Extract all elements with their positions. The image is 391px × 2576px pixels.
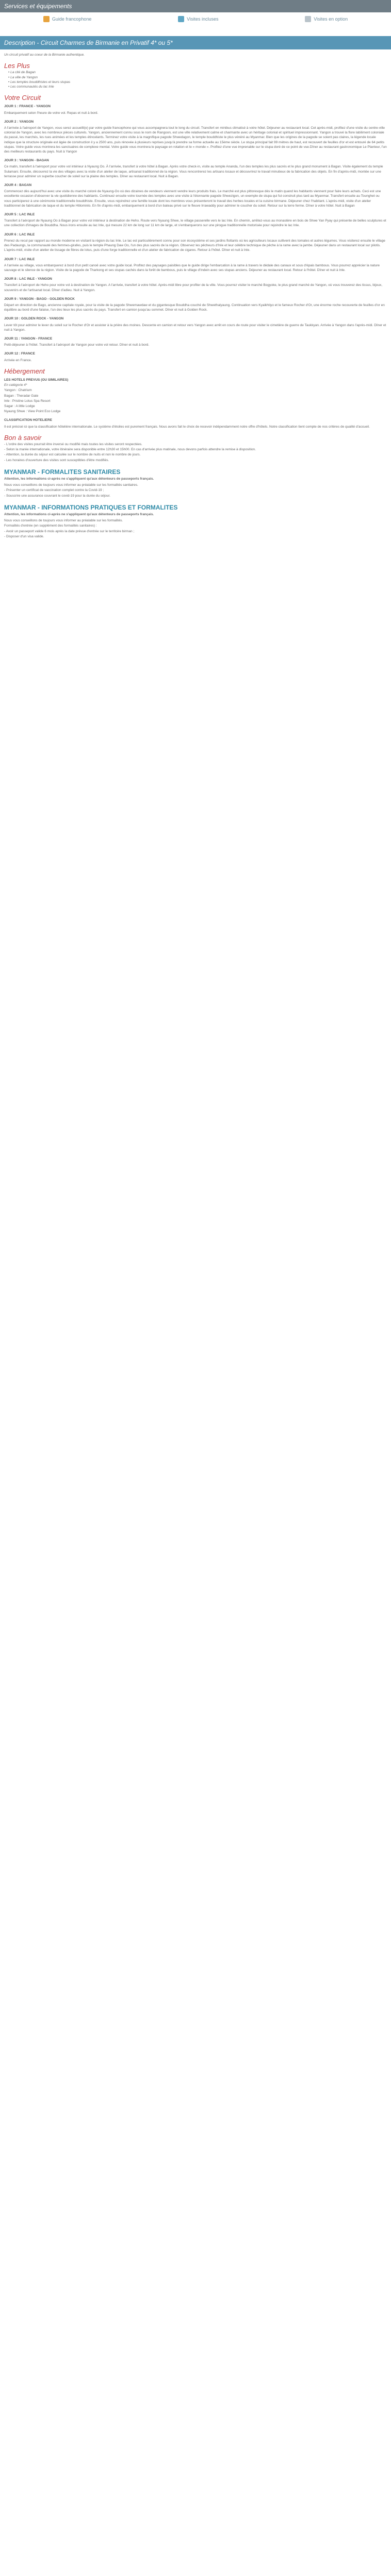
hotel-item: Bagan : Theradar Gate [4, 394, 39, 398]
formalites-sanitaires-title: MYANMAR - FORMALITES SANITAIRES [4, 468, 121, 476]
service-label: Guide francophone [52, 16, 92, 22]
formalite-item: - Avoir un passeport valide 6 mois après la date prévue d'entrée sur le territoire birman ; [4, 529, 135, 533]
highlights-title: Les Plus [4, 62, 30, 70]
bon-savoir-title: Bon à savoir [4, 433, 42, 442]
formalites-title: MYANMAR - INFORMATIONS PRATIQUES ET FORMALITES [4, 503, 178, 511]
day-title: JOUR 6 : LAC INLE [4, 232, 35, 236]
day-text: Prenez du recul par rapport au monde moderne en visitant la région du lac Inle. Le lac est particulièrement connu pour son écosystème et ses jardins flottants où les agriculteurs locaux cultivent des tomates et autres légumes. Vous visiterez ensuite le village des Padaungs, la communauté des femmes-girafes, puis le temple Phaung Daw Oo, l'un des plus sacrés de la région. Observez les pêcheurs d'Inle et leur célèbre technique de pêche à la rame avec la jambe. Déjeuner dans un restaurant local sur pilotis. L'après-midi, visite d'un atelier de tissage de fibres de lotus, puis d'une forge traditionnelle et d'un atelier de fabrication de cigares. Retour à l'hôtel. Dîner et nuit à Inle. [4, 239, 385, 252]
formalites-sanitaires-list [4, 483, 387, 498]
classification-title: CLASSIFICATION HOTELIERE [4, 418, 53, 422]
bon-savoir-list [4, 442, 387, 463]
formalite-item: - Disposer d'un visa valide. [4, 534, 44, 538]
hotels-category: En catégorie 4* [4, 383, 27, 387]
formalites-note: Attention, les informations ci-après ne s'appliquent qu'aux détenteurs de passeports français. [4, 513, 154, 517]
formalites-sanitaires-note: Attention, les informations ci-après ne s'appliquent qu'aux détenteurs de passeports français. [4, 477, 154, 481]
day-text: A l'arrivée au village, vous embarquerez à bord d'un petit canoë avec votre guide local. Profitez des paysages paisibles que le guide dirige l'embarcation à la rame à travers le dédale des canaux et sous d'épais bambous. Vous pourrez apprécier la nature sauvage et le silence de la région. Visite de la pagode de Tharkong et ses stupas cachés dans la forêt de bambous, puis le village d'Indein avec ses stupas anciens. Déjeuner au restaurant local. Retour à l'hôtel. Dîner et nuit à Inle. [4, 263, 380, 272]
highlights-list [4, 70, 387, 89]
hotels-list [4, 388, 387, 414]
formalites-list [4, 518, 387, 539]
services-list [0, 12, 391, 26]
formalite-item: - Souscrire une assurance couvrant le covid-19 pour la durée du séjour. [4, 494, 110, 498]
bon-savoir-item: - Les horaires d'ouverture des visites sont susceptibles d'être modifiés. [4, 458, 109, 462]
intro-text: Un circuit privatif au coeur de la Birmanie authentique. [4, 53, 85, 57]
day-text: Départ en direction de Bago, ancienne capitale royale, pour la visite de la pagode Shwemawdaw et du gigantesque Bouddha couché de Shwethalyaung. Continuation vers Kyaikhtiyo et le fameux Rocher d'Or, une énorme roche recouverte de feuilles d'or en équilibre au bord d'une falaise, l'un des lieux les plus sacrés du pays. Transfert en camion jusqu'au sommet. Dîner et nuit à Golden Rock. [4, 303, 385, 312]
highlight-item: • Les temples bouddhistes et leurs stupas [8, 80, 71, 84]
bon-savoir-item: - Selon la marée internationale, votre itinéraire sera disponible entre 12h30 et 15h00. En cas d'arrivée plus matinale, nous devons parfois attendre la remise à disposition. [4, 448, 256, 452]
service-icon [43, 16, 50, 22]
formalite-item: Formalités d'entrée (en supplément des formalités sanitaires) : [4, 524, 97, 528]
main-content [0, 53, 391, 539]
hebergement-title: Hébergement [4, 367, 45, 375]
hotel-item: Yangon : Chatrium [4, 388, 32, 393]
service-item [305, 16, 348, 22]
classification-text: Il est précisé ici que la classification hôtelière internationale. Le système d'étoiles est purement français. Nous avons fait le choix de recevoir indépendamment notre offre d'hôtels. Notre classification tient compte de nos critères de qualité d'accueil. [4, 425, 370, 429]
service-label: Visites en option [314, 16, 348, 22]
day-title: JOUR 4 : BAGAN [4, 183, 32, 188]
days-list [4, 104, 387, 362]
formalite-item: Nous vous conseillons de toujours vous informer au préalable sur les formalités sanitaires. [4, 483, 138, 487]
day-title: JOUR 9 : YANGON - BAGO - GOLDEN ROCK [4, 297, 75, 301]
service-item [43, 16, 92, 22]
formalite-item: Nous vous conseillons de toujours vous informer au préalable sur les formalités. [4, 519, 123, 523]
description-header: Description - Circuit Charmes de Birmanie en Privatif 4* ou 5* [0, 36, 391, 49]
circuit-title: Votre Circuit [4, 94, 41, 102]
service-item [178, 16, 218, 22]
bon-savoir-item: - L'ordre des visites pourrait être inversé ou modifié mais toutes les visites seront respectées. [4, 442, 142, 446]
day-title: JOUR 5 : LAC INLE [4, 213, 35, 217]
services-header: Services et équipements [0, 0, 391, 12]
service-label: Visites incluses [187, 16, 219, 22]
bon-savoir-item: - Attention, la durée du séjour est calculée sur le nombre de nuits et non le nombre de jours. [4, 453, 141, 457]
day-text: Lever tôt pour admirer le lever du soleil sur le Rocher d'Or et assister à la prière des moines. Descente en camion et retour vers Yangon avec arrêt en cours de route pour visiter le cimetière de guerre de Taukkyan. Arrivée à Yangon dans l'après-midi. Dîner et nuit à Yangon. [4, 323, 386, 332]
day-title: JOUR 1 : FRANCE - YANGON [4, 105, 51, 109]
day-text: Transfert à l'aéroport de Heho pour votre vol à destination de Yangon. A l'arrivée, transfert à votre hôtel. Après-midi libre pour profiter de la ville. Vous pourrez visiter le marché Bogyoke, le plus grand marché de Yangon, où vous trouverez des tissus, bijoux, souvenirs et de l'artisanat local. Dîner d'adieu. Nuit à Yangon. [4, 283, 383, 292]
day-text: Embarquement selon l'heure de votre vol. Repas et nuit à bord. [4, 111, 99, 115]
day-text: Arrivée en France. [4, 358, 32, 362]
service-icon [305, 16, 311, 22]
highlight-item: • La cité de Bagan [8, 71, 36, 75]
hotels-title: LES HOTELS PREVUS (OU SIMILAIRES) [4, 378, 69, 382]
day-title: JOUR 8 : LAC INLE - YANGON [4, 277, 52, 281]
day-text: A l'arrivée à l'aéroport de Yangon, vous serez accueilli(e) par votre guide francophone qui vous accompagnera tout le long du circuit. Transfert en minibus climatisé à votre hôtel. Déjeuner au restaurant local. Cet après-midi, profitez d'une visite du centre-ville colonial de Yangon, avec les nombreux pièces culturels. Yangon, anciennement connu sous le nom de Rangoon, est une ville relativement calme et charmante avec un héritage colonial et spirituel impressionnant. Yangon a trouvé la flore labiliment coloniale du passé, les marchés, les rues animées et les temples étincelants. Terminez votre visite à la magnifique pagode Shwedagon, le temple bouddhiste le plus vénéré au Myanmar. Bien que les origines de la pagode se soient pas claires, la légende locale indique que la structure originale est âgée de construction il y a 2500 ans, puis rénovée à plusieurs reprises jusqu'à prendre sa forme actuelle au 15ème siècle. Le stupa principal fait 99 mètres de haut, est recouvert de feuilles d'or et est entouré de 64 petits stupas. Votre guide vous montrera les sanctuaires de complexe mental. Votre guide vous montrera le paysage en rotation et le « monde ». Profitez d'une vue imprenable sur le stupa doré de ce point de vue.Dîner au restaurant gastronomique Le Planteur, l'un des meilleurs restaurants du pays. Nuit à Yangon [4, 126, 387, 154]
day-title: JOUR 10 : GOLDEN ROCK - YANGON [4, 317, 64, 321]
highlight-item: • La ville de Yangon [8, 75, 38, 79]
day-text: Ce matin, transfert à l'aéroport pour votre vol intérieur à Nyaung Oo. À l'arrivée, transfert à votre hôtel à Bagan. Après votre check-in, visite au temple Ananda, l'un des temples les plus sacrés et le plus grand monument à Bagan. Visite également du temple Sulamani. Ensuite, découvrez la vie des villages avec la visite d'un atelier de laque, artisanat traditionnel de la région. Vous rencontrerez les artisans locaux et découvrirez le travail minutieux de la fabrication des objets. En fin d'après-midi, montée sur une terrasse pour admirer un superbe coucher de soleil sur la plaine des temples. Dîner au restaurant local. Nuit à Bagan. [4, 165, 383, 178]
hotel-item: Sagar : A little Lodge [4, 404, 35, 408]
formalite-item: - Présenter un certificat de vaccination complet contre la Covid-19 ; [4, 488, 104, 493]
day-title: JOUR 12 : FRANCE [4, 352, 35, 356]
day-title: JOUR 11 : YANGON - FRANCE [4, 336, 53, 341]
hotel-item: Nyaung Shwe : View Point Eco Lodge [4, 410, 61, 414]
day-title: JOUR 2 : YANGON [4, 120, 34, 124]
day-text: Commencez dès aujourd'hui avec une visite du marché coloré de Nyaung-Oo où des dizaines de vendeurs viennent vendre leurs produits frais. Le marché est plus pittoresque dès le matin quand les habitants viennent pour faire leurs achats. Ceci est une excellente occasion d'observer la vie quotidienne des habitants. Continuez ensuite votre tournée des temples avec une visite à l'étonnante pagode Shwezigon, un exemple de stupa qui fut construit plus tard au Myanmar. Transfert ensuite au Tounghet ou vous participerez à une cérémonie traditionnelle bouddhiste. Ensuite, vous rejoindrez une famille locale dont les membres vous présenteront le travail des herbes locales et la cuisine birmane. Déjeuner chez l'habitant. L'après-midi, visite d'un atelier traditionnel de fabrication de laque et du temple Htilominlo. En fin d'après-midi, embarquement à bord d'un bateau privé sur le fleuve Irrawaddy pour admirer le coucher du soleil. Retour sur la terre ferme. Dîner à votre hôtel. Nuit à Bagan [4, 190, 381, 208]
day-title: JOUR 3 : YANGON - BAGAN [4, 159, 49, 163]
hotel-item: Inle : Pristine Lotus Spa Resort [4, 399, 51, 403]
day-title: JOUR 7 : LAC INLE [4, 257, 35, 261]
day-text: Transfert à l'aéroport de Nyaung Oo à Bagan pour votre vol intérieur à destination de Heho. Route vers Nyaung Shwe, le village passerelle vers le lac Inle. En chemin, arrêtez-vous au monastère en bois de Shwe Yan Pyay qui présente de belles sculptures et une collection d'images de Bouddha. Nous irons ensuite au lac Inle, qui mesure 22 km de long sur 11 km de large, et s'embarquerons sur une pirogue traditionnelle motorisée pour rejoindre le lac Inle. [4, 219, 386, 228]
day-text: Petit-déjeuner à l'hôtel. Transfert à l'aéroport de Yangon pour votre vol retour. Dîner et nuit à bord. [4, 343, 150, 347]
highlight-item: • Les communautés du lac Inle [8, 85, 54, 89]
service-icon [178, 16, 184, 22]
